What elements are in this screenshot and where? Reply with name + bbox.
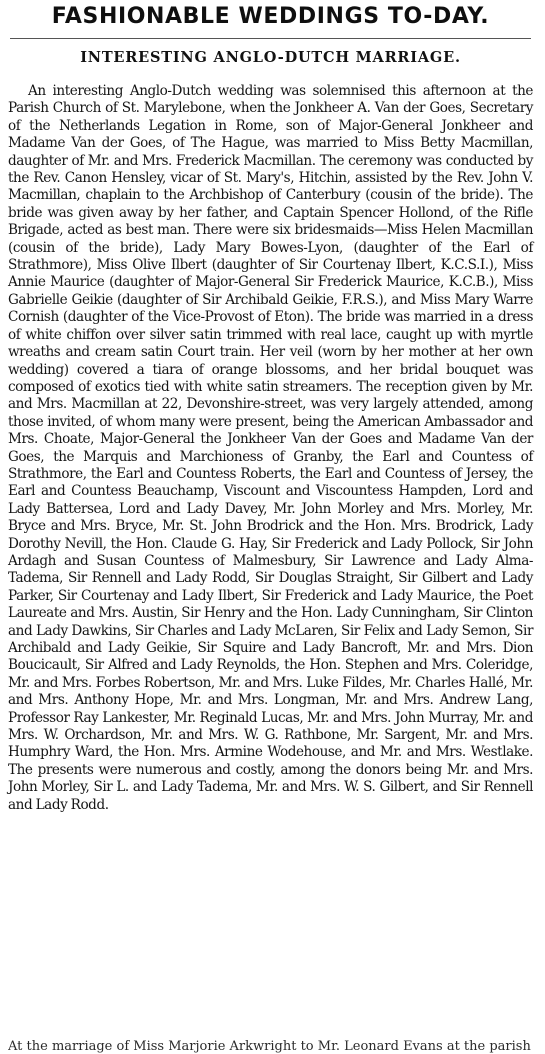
article-body: An interesting Anglo-Dutch wedding was solemnised this afternoon at the Parish Church of St. Marylebone, when the Jonkheer A. Van der Goes, Secretary of the Netherlands Legation in Rome, son of Major-General Jonkheer and Madame Van der Goes, of The Hague, was married to Miss Betty Macmillan, daughter of Mr. and Mrs. Frederick Macmillan. The ceremony was conducted by the Rev. Canon Hensley, vicar of St. Mary's, Hitchin, assisted by the Rev. John V. Macmillan, chaplain to the Archbishop of Canterbury (cousin of the bride). The bride was given away by her father, and Captain Spencer Hollond, of the Rifle Brigade, acted as best man. There were six bridesmaids—Miss Helen Macmillan (cousin of the bride), Lady Mary Bowes-Lyon, (daughter of the Earl of Strathmore), Miss Olive Ilbert (daughter of Sir Courtenay Ilbert, K.C.S.I.), Miss Annie Maurice (daughter of Major-General Sir Frederick Maurice, K.C.B.), Miss Gabrielle Geikie (daughter of Sir Archibald Geikie, F.R.S.), and Miss Mary Warre Cornish (daughter of the Vice-Provost of Eton). The bride was married in a dress of white chiffon over silver satin trimmed with real lace, caught up with myrtle wreaths and cream satin Court train. Her veil (worn by her mother at her own wedding) covered a tiara of orange blossoms, and her bridal bouquet was composed of exotics tied with white satin streamers. The reception given by Mr. and Mrs. Macmillan at 22, Devonshire-street, was very largely attended, among those invited, of whom many were present, being the American Ambassador and Mrs. Choate, Major-General the Jonkheer Van der Goes and Madame Van der Goes, the Marquis and Marchioness of Granby, the Earl and Countess of Strathmore, the Earl and Countess Roberts, the Earl and Countess of Jersey, the Earl and Countess Beauchamp, Viscount and Viscountess Hampden, Lord and Lady Battersea, Lord and Lady Davey, Mr. John Morley and Mrs. Morley, Mr. Bryce and Mrs. Bryce, Mr. St. John Brodrick and the Hon. Mrs. Brodrick, Lady Dorothy Nevill, the Hon. Claude G. Hay, Sir Frederick and Lady Pollock, Sir John Ardagh and Susan Countess of Malmesbury, Sir Lawrence and Lady Alma-Tadema, Sir Rennell and Lady Rodd, Sir Douglas Straight, Sir Gilbert and Lady Parker, Sir Courtenay and Lady Ilbert, Sir Frederick and Lady Maurice, the Poet Laureate and Mrs. Austin, Sir Henry and the Hon. Lady Cunningham, Sir Clinton and Lady Dawkins, Sir Charles and Lady McLaren, Sir Felix and Lady Semon, Sir Archibald and Lady Geikie, Sir Squire and Lady Bancroft, Mr. and Mrs. Dion Boucicault, Sir Alfred and Lady Reynolds, the Hon. Stephen and Mrs. Coleridge, Mr. and Mrs. Forbes Robertson, Mr. and Mrs. Luke Fildes, Mr. Charles Hallé, Mr. and Mrs. Anthony Hope, Mr. and Mrs. Longman, Mr. and Mrs. Andrew Lang, Professor Ray Lankester, Mr. Reginald Lucas, Mr. and Mrs. John Murray, Mr. and Mrs. W. Orchardson, Mr. and Mrs. W. G. Rathbone, Mr. Sargent, Mr. and Mrs. Humphry Ward, the Hon. Mrs. Armine Wodehouse, and Mr. and Mrs. Westlake. The presents were numerous and costly, among the donors being Mr. and Mrs. John Morley, Sir L. and Lady Tadema, Mr. and Mrs. W. S. Gilbert, and Sir Rennell and Lady Rodd. (8, 83, 533, 813)
subheading: INTERESTING ANGLO-DUTCH MARRIAGE. (80, 49, 461, 66)
headline: FASHIONABLE WEDDINGS TO-DAY. (51, 4, 490, 29)
cut-off-next-paragraph: At the marriage of Miss Marjorie Arkwright to Mr. Leonard Evans at the parish (8, 1040, 531, 1054)
divider-rule (10, 38, 531, 39)
